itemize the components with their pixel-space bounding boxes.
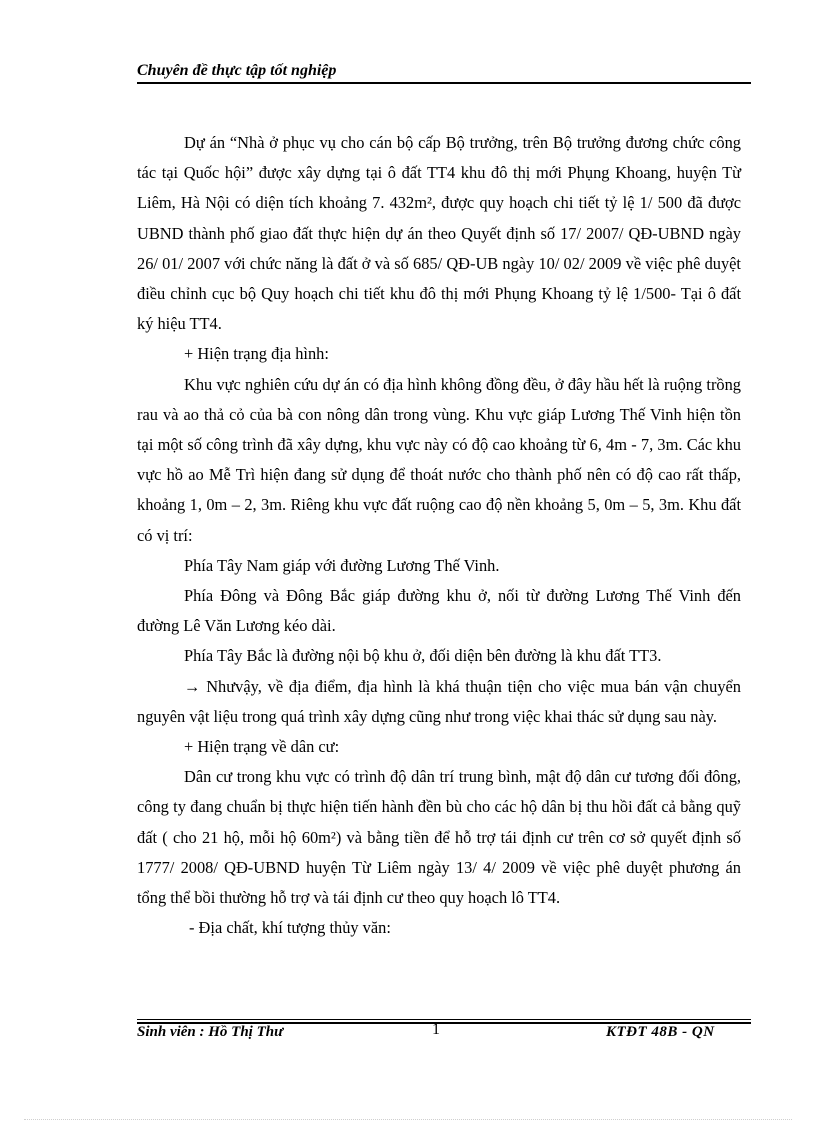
footer-student-name: Sinh viên : Hồ Thị Thư (137, 1024, 284, 1040)
footer-page-number: 1 (432, 1021, 440, 1038)
footer-class-code: KTĐT 48B - QN (606, 1024, 715, 1040)
heading-geology-hydrology: - Địa chất, khí tượng thủy văn: (189, 918, 391, 938)
paragraph-southwest-border: Phía Tây Nam giáp với đường Lương Thế Vinh. (184, 555, 500, 575)
paragraph-conclusion: → Nhưvậy, về địa điểm, địa hình là khá thuận tiện cho việc mua bán vận chuyển nguyên vật liệu trong quá trình xây dựng cũng như trong việc khai thác sử dụng sau này. (137, 676, 741, 726)
page-bottom-edge (24, 1119, 792, 1120)
paragraph-east-border: Phía Đông và Đông Bắc giáp đường khu ở, nối từ đường Lương Thế Vinh đến đường Lê Văn Lương kéo dài. (137, 586, 741, 636)
document-body (137, 128, 741, 943)
paragraph-population: Dân cư trong khu vực có trình độ dân trí trung bình, mật độ dân cư tương đối đông, công ty đang chuẩn bị thực hiện tiến hành đền bù cho các hộ dân bị thu hồi đất cả bằng quỹ đất ( cho 21 hộ, mỗi hộ 60m²) và bằng tiền để hỗ trợ tái định cư trên cơ sở quyết định số 1777/ 2008/ QĐ-UBND huyện Từ Liêm ngày 13/ 4/ 2009 về việc phê duyệt phương án tổng thể bồi thường hỗ trợ và tái định cư theo quy hoạch lô TT4. (137, 767, 741, 908)
paragraph-terrain: Khu vực nghiên cứu dự án có địa hình không đồng đều, ở đây hầu hết là ruộng trồng rau và ao thả cỏ của bà con nông dân trong vùng. Khu vực giáp Lương Thế Vinh hiện tồn tại một số công trình đã xây dựng, khu vực này có độ cao khoảng từ 6, 4m - 7, 3m. Các khu vực hồ ao Mễ Trì hiện đang sử dụng để thoát nước cho thành phố nên có độ cao rất thấp, khoảng 1, 0m – 2, 3m. Riêng khu vực đất ruộng cao độ nền khoảng 5, 0m – 5, 3m. Khu đất có vị trí: (137, 374, 741, 545)
heading-terrain-status: + Hiện trạng địa hình: (184, 344, 329, 364)
paragraph-northwest-border: Phía Tây Bắc là đường nội bộ khu ở, đối diện bên đường là khu đất TT3. (184, 646, 662, 666)
footer-rule-thin (137, 1019, 751, 1020)
heading-population-status: + Hiện trạng về dân cư: (184, 737, 340, 757)
header-rule (137, 82, 751, 84)
page-header-title: Chuyên đề thực tập tốt nghiệp (137, 62, 337, 79)
paragraph-project-intro: Dự án “Nhà ở phục vụ cho cán bộ cấp Bộ trưởng, trên Bộ trưởng đương chức công tác tại Quốc hội” được xây dựng tại ô đất TT4 khu đô thị mới Phụng Khoang, huyện Từ Liêm, Hà Nội có diện tích khoảng 7. 432m², được quy hoạch chi tiết tỷ lệ 1/ 500 đã được UBND thành phố giao đất thực hiện dự án theo Quyết định số 17/ 2007/ QĐ-UBND ngày 26/ 01/ 2007 với chức năng là đất ở và số 685/ QĐ-UB ngày 10/ 02/ 2009 về việc phê duyệt điều chỉnh cục bộ Quy hoạch chi tiết khu đô thị mới Phụng Khoang tỷ lệ 1/500- Tại ô đất ký hiệu TT4. (137, 133, 741, 334)
